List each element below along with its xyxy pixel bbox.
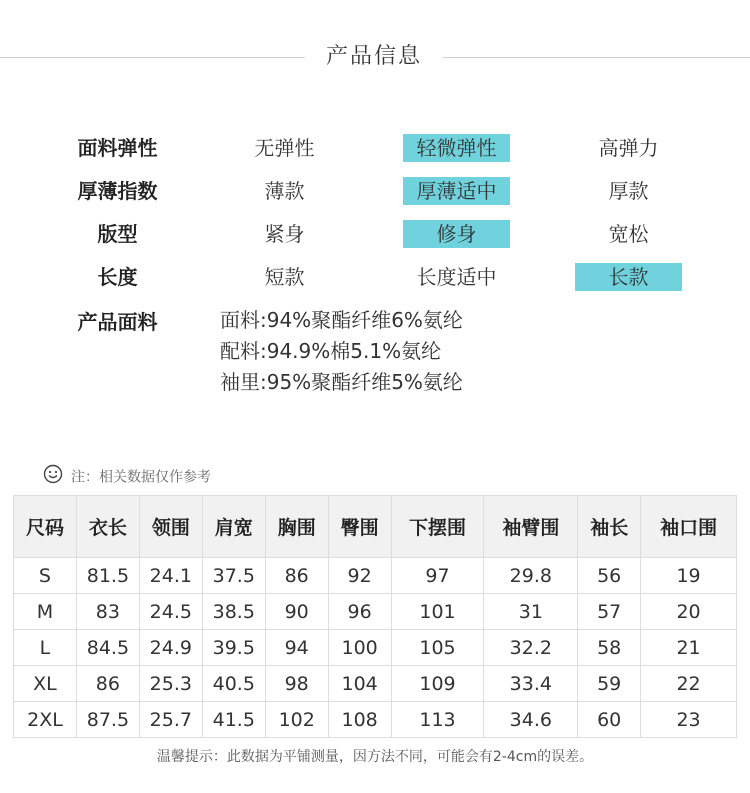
attr-option: 长度适中 xyxy=(416,265,497,289)
table-cell: 84.5 xyxy=(76,630,139,666)
material-label: 产品面料 xyxy=(77,310,158,334)
table-row xyxy=(14,666,737,702)
table-cell: 34.6 xyxy=(484,702,578,738)
attr-option: 无弹性 xyxy=(254,136,315,160)
table-cell: 37.5 xyxy=(202,558,265,594)
divider-right xyxy=(443,57,750,58)
attr-label: 版型 xyxy=(97,222,138,246)
section-header xyxy=(0,40,750,76)
table-cell: 90 xyxy=(265,594,328,630)
table-cell: 81.5 xyxy=(76,558,139,594)
table-cell: 39.5 xyxy=(202,630,265,666)
table-cell: 24.9 xyxy=(139,630,202,666)
table-cell: 38.5 xyxy=(202,594,265,630)
table-row xyxy=(14,558,737,594)
table-cell: 58 xyxy=(578,630,641,666)
table-cell: 86 xyxy=(265,558,328,594)
table-cell: S xyxy=(14,558,77,594)
table-header-cell: 臀围 xyxy=(328,496,391,558)
attr-option: 薄款 xyxy=(264,179,305,203)
table-cell: 19 xyxy=(641,558,737,594)
table-row xyxy=(14,630,737,666)
size-table xyxy=(13,495,737,738)
attr-option: 高弹力 xyxy=(598,136,659,160)
table-cell: 24.1 xyxy=(139,558,202,594)
table-header-cell: 领围 xyxy=(139,496,202,558)
table-cell: 98 xyxy=(265,666,328,702)
table-cell: 108 xyxy=(328,702,391,738)
table-cell: 94 xyxy=(265,630,328,666)
attr-row-fit xyxy=(0,218,750,250)
table-cell: 22 xyxy=(641,666,737,702)
table-cell: 31 xyxy=(484,594,578,630)
table-cell: XL xyxy=(14,666,77,702)
attr-option: 短款 xyxy=(264,265,305,289)
attr-row-elasticity xyxy=(0,132,750,164)
table-header-cell: 袖臂围 xyxy=(484,496,578,558)
table-cell: 24.5 xyxy=(139,594,202,630)
table-cell: M xyxy=(14,594,77,630)
smile-icon xyxy=(43,464,63,491)
section-title: 产品信息 xyxy=(325,44,422,69)
table-cell: 20 xyxy=(641,594,737,630)
table-cell: 97 xyxy=(391,558,484,594)
table-header-cell: 尺码 xyxy=(14,496,77,558)
attr-row-thickness xyxy=(0,175,750,207)
table-cell: 101 xyxy=(391,594,484,630)
table-cell: 87.5 xyxy=(76,702,139,738)
divider-left xyxy=(0,57,305,58)
table-cell: 25.7 xyxy=(139,702,202,738)
material-lines xyxy=(220,305,463,398)
table-cell: 56 xyxy=(578,558,641,594)
attr-option: 宽松 xyxy=(608,222,649,246)
table-cell: L xyxy=(14,630,77,666)
attr-option: 紧身 xyxy=(264,222,305,246)
material-line: 面料:94%聚酯纤维6%氨纶 xyxy=(220,308,463,332)
table-cell: 59 xyxy=(578,666,641,702)
table-cell: 109 xyxy=(391,666,484,702)
attr-option: 厚款 xyxy=(608,179,649,203)
attr-option-selected: 修身 xyxy=(403,220,510,248)
table-cell: 96 xyxy=(328,594,391,630)
table-cell: 92 xyxy=(328,558,391,594)
table-cell: 25.3 xyxy=(139,666,202,702)
table-cell: 21 xyxy=(641,630,737,666)
material-line: 配料:94.9%棉5.1%氨纶 xyxy=(220,339,442,363)
table-cell: 60 xyxy=(578,702,641,738)
table-cell: 57 xyxy=(578,594,641,630)
table-cell: 113 xyxy=(391,702,484,738)
attr-option-selected: 厚薄适中 xyxy=(403,177,510,205)
table-cell: 40.5 xyxy=(202,666,265,702)
table-cell: 33.4 xyxy=(484,666,578,702)
table-cell: 29.8 xyxy=(484,558,578,594)
attr-label: 厚薄指数 xyxy=(77,179,158,203)
attr-label: 长度 xyxy=(97,265,138,289)
table-header-cell: 袖口围 xyxy=(641,496,737,558)
table-header-row xyxy=(14,496,737,558)
table-cell: 32.2 xyxy=(484,630,578,666)
attr-option-selected: 轻微弹性 xyxy=(403,134,510,162)
note xyxy=(43,464,211,486)
table-header-cell: 下摆围 xyxy=(391,496,484,558)
table-cell: 2XL xyxy=(14,702,77,738)
table-cell: 102 xyxy=(265,702,328,738)
table-row xyxy=(14,702,737,738)
attr-row-length xyxy=(0,261,750,293)
note-text: 注：相关数据仅作参考 xyxy=(71,469,211,486)
table-cell: 86 xyxy=(76,666,139,702)
table-cell: 41.5 xyxy=(202,702,265,738)
footer-tip: 温馨提示：此数据为平铺测量，因方法不同，可能会有2-4cm的误差。 xyxy=(156,749,594,765)
table-header-cell: 衣长 xyxy=(76,496,139,558)
attr-option-selected: 长款 xyxy=(575,263,682,291)
material-line: 袖里:95%聚酯纤维5%氨纶 xyxy=(220,370,463,394)
table-cell: 105 xyxy=(391,630,484,666)
table-header-cell: 胸围 xyxy=(265,496,328,558)
table-cell: 83 xyxy=(76,594,139,630)
table-row xyxy=(14,594,737,630)
table-header-cell: 肩宽 xyxy=(202,496,265,558)
attr-label: 面料弹性 xyxy=(77,136,158,160)
table-cell: 104 xyxy=(328,666,391,702)
table-cell: 23 xyxy=(641,702,737,738)
table-header-cell: 袖长 xyxy=(578,496,641,558)
table-cell: 100 xyxy=(328,630,391,666)
